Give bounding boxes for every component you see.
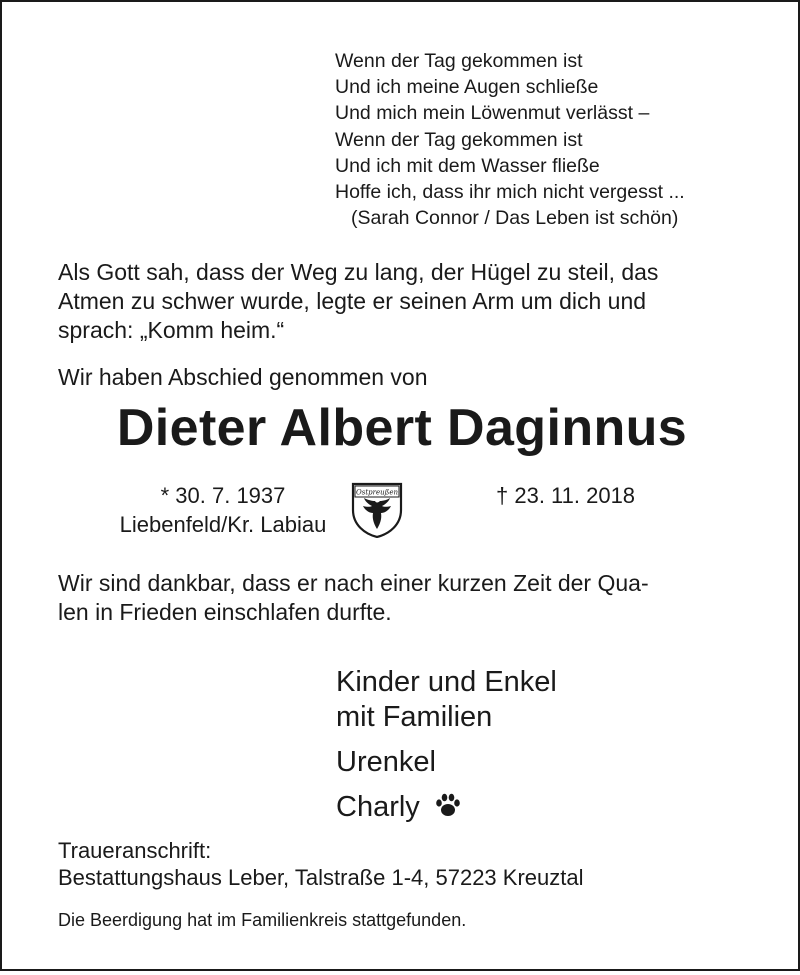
mourner-line: mit Familien [336,701,493,733]
ostpreussen-crest-icon [347,482,407,538]
birth-info [98,481,348,539]
poem-credit: (Sarah Connor / Das Leben ist schön) [351,207,679,230]
intro-line: Als Gott sah, dass der Weg zu lang, der Hügel zu steil, das [58,259,659,285]
intro-line: sprach: „Komm heim.“ [58,317,285,343]
mourner-group [336,665,557,735]
thanks-line: len in Frieden einschlafen durfte. [58,599,392,625]
mourner-group [336,790,557,825]
poem-line: Wenn der Tag gekommen ist [335,50,583,72]
poem-line: Und ich mit dem Wasser fließe [335,154,600,177]
birth-place: Liebenfeld/Kr. Labiau [119,512,327,537]
poem [335,48,685,231]
thanks-text [58,569,748,627]
farewell-line: Wir haben Abschied genommen von [58,364,428,390]
funeral-note: Die Beerdigung hat im Familienkreis stattgefunden. [58,910,467,930]
mourning-address [58,837,584,891]
poem-line: Wenn der Tag gekommen ist [335,128,583,151]
mourner-line: Kinder und Enkel [336,666,557,698]
intro-text [58,258,748,345]
pet-name: Charly [336,791,420,823]
birth-date: * 30. 7. 1937 [160,483,286,508]
deceased-name: Dieter Albert Daginnus [116,399,688,457]
poem-line: Und mich mein Löwenmut verlässt – [335,102,650,125]
crest-label: Ostpreußen [356,488,398,497]
poem-line: Hoffe ich, dass ihr mich nicht vergesst ... [335,181,685,204]
death-date: † 23. 11. 2018 [496,483,636,508]
paw-print-icon [434,791,462,819]
address-label: Traueranschrift: [58,838,212,863]
mourner-group: Urenkel [336,746,436,778]
poem-line: Und ich meine Augen schließe [335,76,599,99]
address-value: Bestattungshaus Leber, Talstraße 1-4, 57223 Kreuztal [58,865,584,890]
mourners [336,665,557,825]
intro-line: Atmen zu schwer wurde, legte er seinen Arm um dich und [58,288,647,314]
thanks-line: Wir sind dankbar, dass er nach einer kurzen Zeit der Qua- [58,570,649,596]
